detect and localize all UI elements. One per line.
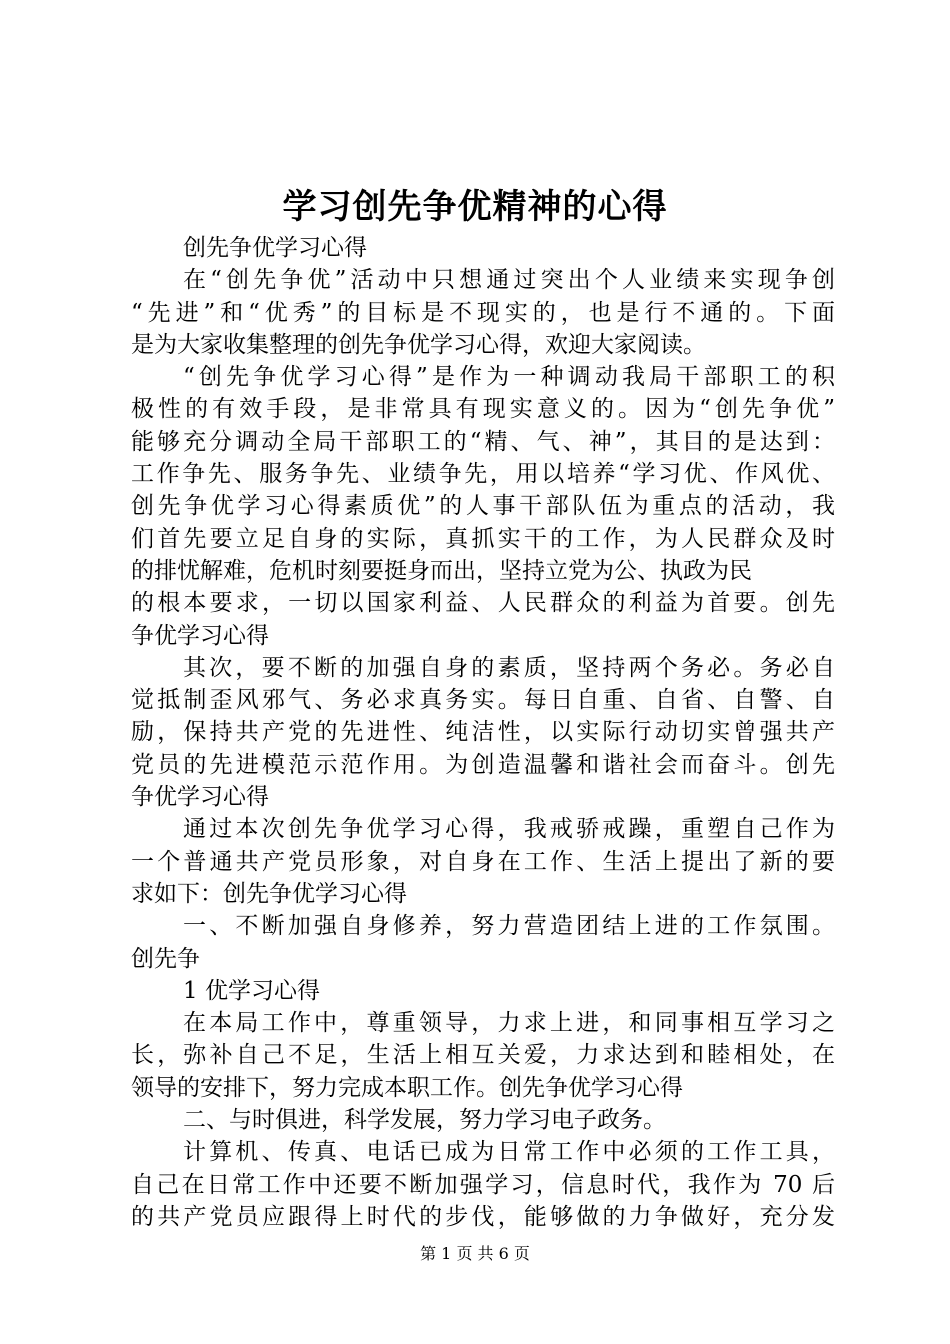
text-line: 能够充分调动全局干部职工的“精、气、神”，其目的是达到： [131,428,835,455]
text-line: 在“创先争优”活动中只想通过突出个人业绩来实现争创 [183,267,835,294]
text-line: 一个普通共产党员形象，对自身在工作、生活上提出了新的要 [131,848,835,875]
text-line: “先进”和“优秀”的目标是不现实的，也是行不通的。下面 [131,299,835,326]
text-line: 创先争优学习心得 [183,235,367,261]
text-line: 求如下：创先争优学习心得 [131,880,407,907]
page-title: 学习创先争优精神的心得 [282,187,668,227]
text-line: 领导的安排下，努力完成本职工作。创先争优学习心得 [131,1074,683,1101]
text-line: 觉抵制歪风邪气、务必求真务实。每日自重、自省、自警、自 [131,687,835,714]
text-line: 的根本要求，一切以国家利益、人民群众的利益为首要。创先 [131,590,835,617]
text-line: 创先争 [131,945,200,972]
text-line: 通过本次创先争优学习心得，我戒骄戒躁，重塑自己作为 [183,816,835,843]
document-body [131,232,835,1233]
text-line: 一、不断加强自身修养，努力营造团结上进的工作氛围。 [183,913,835,940]
text-line: 党员的先进模范示范作用。为创造温馨和谐社会而奋斗。创先 [131,751,835,778]
page-footer: 第 1 页 共 6 页 [420,1244,530,1263]
text-line: 其次，要不断的加强自身的素质，坚持两个务必。务必自 [183,654,835,681]
text-line: 的共产党员应跟得上时代的步伐，能够做的力争做好，充分发 [131,1203,835,1230]
text-line: 争优学习心得 [131,784,269,811]
text-line: 在本局工作中，尊重领导，力求上进，和同事相互学习之 [183,1010,835,1037]
text-line: 的排忧解难，危机时刻要挺身而出，坚持立党为公、执政为民 [131,557,752,584]
text-line: 是为大家收集整理的创先争优学习心得，欢迎大家阅读。 [131,331,706,358]
text-line: 二、与时俱进，科学发展，努力学习电子政务。 [183,1107,666,1134]
text-line: 创先争优学习心得素质优”的人事干部队伍为重点的活动，我 [131,493,835,520]
text-line: 们首先要立足自身的实际，真抓实干的工作，为人民群众及时 [131,525,835,552]
text-line: “创先争优学习心得”是作为一种调动我局干部职工的积 [183,364,835,391]
text-line: 工作争先、服务争先、业绩争先，用以培养“学习优、作风优、 [131,461,835,488]
text-line: 计算机、传真、电话已成为日常工作中必须的工作工具， [183,1139,835,1166]
text-line: 争优学习心得 [131,622,269,649]
text-line: 长，弥补自己不足，生活上相互关爱，力求达到和睦相处，在 [131,1042,835,1069]
text-line: 励，保持共产党的先进性、纯洁性，以实际行动切实曾强共产 [131,719,835,746]
text-line: 1 优学习心得 [183,977,320,1004]
text-line: 自己在日常工作中还要不断加强学习，信息时代，我作为 70 后 [131,1171,835,1198]
text-line: 极性的有效手段，是非常具有现实意义的。因为“创先争优” [131,396,835,423]
